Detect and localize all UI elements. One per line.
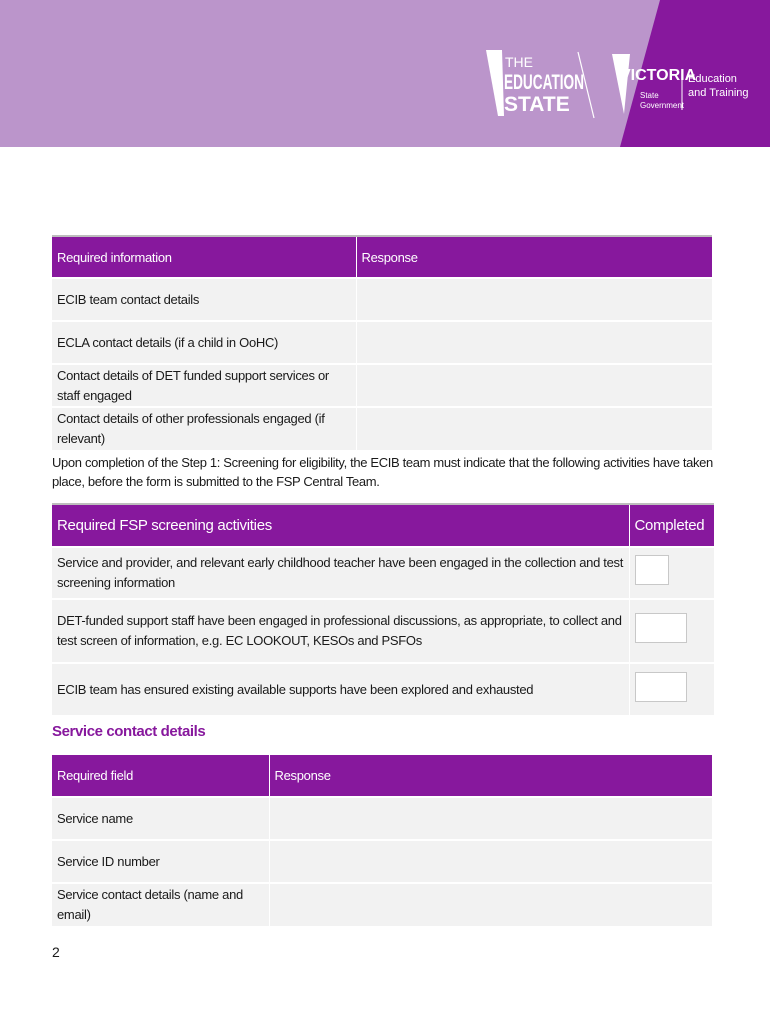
required-info-label: ECIB team contact details <box>52 278 356 321</box>
logo-education-dept: Education <box>688 73 737 85</box>
response-cell[interactable] <box>269 883 712 926</box>
table-row <box>52 663 714 715</box>
logo-training-dept: and Training <box>688 87 749 99</box>
table-row <box>52 407 712 450</box>
logo-education: EDUCATION <box>504 71 584 94</box>
response-cell[interactable] <box>356 407 712 450</box>
screening-activities-table <box>52 503 714 715</box>
education-state-logo <box>486 50 594 118</box>
table-row <box>52 883 712 926</box>
header-banner <box>0 0 770 147</box>
table-row <box>52 321 712 364</box>
required-info-label: Contact details of other professionals engaged (if relevant) <box>52 407 356 450</box>
logo-government-sub: Government <box>640 101 685 110</box>
required-info-label: Contact details of DET funded support services or staff engaged <box>52 364 356 407</box>
logo-state: STATE <box>504 93 570 116</box>
table-header: Required FSP screening activities <box>52 504 629 547</box>
response-cell[interactable] <box>356 364 712 407</box>
completed-checkbox[interactable] <box>635 613 687 643</box>
table-header: Required field <box>52 755 269 797</box>
table-row <box>52 599 714 663</box>
required-info-label: ECLA contact details (if a child in OoHC) <box>52 321 356 364</box>
section-heading: Service contact details <box>52 723 206 740</box>
activity-label: DET-funded support staff have been engaged in professional discussions, as appropriate, to collect and test screen of information, e.g. EC LOOKOUT, KESOs and PSFOs <box>52 599 629 663</box>
required-field-label: Service name <box>52 797 269 840</box>
activity-label: Service and provider, and relevant early childhood teacher have been engaged in the collection and test screening information <box>52 547 629 599</box>
table-header: Completed <box>629 504 714 547</box>
table-header: Response <box>269 755 712 797</box>
table-header: Response <box>356 236 712 278</box>
logo-victoria: VICTORIA <box>620 67 697 84</box>
completed-checkbox[interactable] <box>635 672 687 702</box>
response-cell[interactable] <box>356 321 712 364</box>
activity-label: ECIB team has ensured existing available supports have been explored and exhausted <box>52 663 629 715</box>
table-row <box>52 278 712 321</box>
table-row <box>52 840 712 883</box>
header-logos <box>480 40 770 130</box>
instructions-paragraph: Upon completion of the Step 1: Screening for eligibility, the ECIB team must indicate that the following activities have taken place, before the form is submitted to the FSP Central Team. <box>52 455 713 489</box>
required-field-label: Service contact details (name and email) <box>52 883 269 926</box>
page-number: 2 <box>52 944 60 960</box>
required-field-label: Service ID number <box>52 840 269 883</box>
victoria-government-logo <box>612 54 749 114</box>
table-row <box>52 547 714 599</box>
logo-the: THE <box>505 54 533 70</box>
response-cell[interactable] <box>269 797 712 840</box>
completed-cell <box>629 547 714 599</box>
logo-state-sub: State <box>640 91 659 100</box>
service-contact-table <box>52 755 712 926</box>
completed-checkbox[interactable] <box>635 555 669 585</box>
table-header: Required information <box>52 236 356 278</box>
required-information-table <box>52 235 712 450</box>
table-row <box>52 364 712 407</box>
response-cell[interactable] <box>269 840 712 883</box>
table-row <box>52 797 712 840</box>
completed-cell <box>629 599 714 663</box>
response-cell[interactable] <box>356 278 712 321</box>
completed-cell <box>629 663 714 715</box>
